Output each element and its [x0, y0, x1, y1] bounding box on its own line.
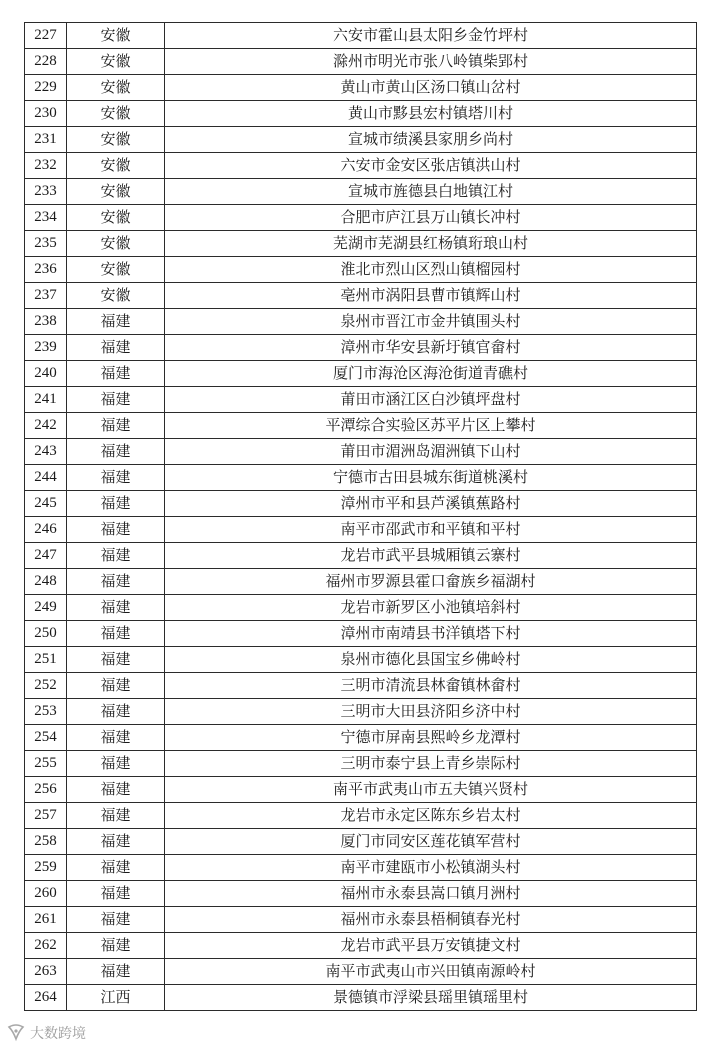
row-number-cell: 262: [25, 933, 67, 959]
row-number-cell: 253: [25, 699, 67, 725]
table-row: [25, 751, 697, 777]
village-name-cell: 龙岩市永定区陈东乡岩太村: [165, 803, 697, 829]
province-cell: 安徽: [67, 179, 165, 205]
province-cell: 福建: [67, 335, 165, 361]
row-number-cell: 263: [25, 959, 67, 985]
brand-logo-icon: [6, 1024, 26, 1042]
table-row: [25, 309, 697, 335]
table-row: [25, 777, 697, 803]
table-row: [25, 361, 697, 387]
province-cell: 福建: [67, 777, 165, 803]
village-name-cell: 三明市清流县林畲镇林畲村: [165, 673, 697, 699]
table-row: [25, 75, 697, 101]
province-cell: 福建: [67, 933, 165, 959]
row-number-cell: 234: [25, 205, 67, 231]
province-cell: 福建: [67, 725, 165, 751]
village-name-cell: 黄山市黄山区汤口镇山岔村: [165, 75, 697, 101]
village-name-cell: 亳州市涡阳县曹市镇辉山村: [165, 283, 697, 309]
village-name-cell: 福州市永泰县梧桐镇春光村: [165, 907, 697, 933]
table-row: [25, 803, 697, 829]
village-name-cell: 莆田市涵江区白沙镇坪盘村: [165, 387, 697, 413]
village-name-cell: 宣城市旌德县白地镇江村: [165, 179, 697, 205]
village-name-cell: 莆田市湄洲岛湄洲镇下山村: [165, 439, 697, 465]
row-number-cell: 243: [25, 439, 67, 465]
row-number-cell: 259: [25, 855, 67, 881]
village-name-cell: 宁德市屏南县熙岭乡龙潭村: [165, 725, 697, 751]
row-number-cell: 241: [25, 387, 67, 413]
village-name-cell: 三明市大田县济阳乡济中村: [165, 699, 697, 725]
province-cell: 福建: [67, 361, 165, 387]
row-number-cell: 255: [25, 751, 67, 777]
row-number-cell: 261: [25, 907, 67, 933]
table-row: [25, 23, 697, 49]
province-cell: 福建: [67, 621, 165, 647]
table-row: [25, 439, 697, 465]
province-cell: 安徽: [67, 205, 165, 231]
table-row: [25, 647, 697, 673]
row-number-cell: 256: [25, 777, 67, 803]
province-cell: 福建: [67, 803, 165, 829]
watermark: [6, 1021, 86, 1045]
table-row: [25, 335, 697, 361]
row-number-cell: 245: [25, 491, 67, 517]
village-name-cell: 南平市建瓯市小松镇湖头村: [165, 855, 697, 881]
village-name-cell: 龙岩市武平县万安镇捷文村: [165, 933, 697, 959]
village-name-cell: 福州市永泰县嵩口镇月洲村: [165, 881, 697, 907]
row-number-cell: 232: [25, 153, 67, 179]
province-cell: 福建: [67, 439, 165, 465]
village-name-cell: 漳州市南靖县书洋镇塔下村: [165, 621, 697, 647]
table-row: [25, 101, 697, 127]
row-number-cell: 257: [25, 803, 67, 829]
village-name-cell: 平潭综合实验区苏平片区上攀村: [165, 413, 697, 439]
row-number-cell: 264: [25, 985, 67, 1011]
row-number-cell: 235: [25, 231, 67, 257]
row-number-cell: 254: [25, 725, 67, 751]
table-row: [25, 491, 697, 517]
province-cell: 安徽: [67, 23, 165, 49]
row-number-cell: 242: [25, 413, 67, 439]
village-name-cell: 景德镇市浮梁县瑶里镇瑶里村: [165, 985, 697, 1011]
village-name-cell: 淮北市烈山区烈山镇榴园村: [165, 257, 697, 283]
table-row: [25, 933, 697, 959]
table-row: [25, 699, 697, 725]
row-number-cell: 248: [25, 569, 67, 595]
village-name-cell: 厦门市海沧区海沧街道青礁村: [165, 361, 697, 387]
village-name-cell: 南平市武夷山市五夫镇兴贤村: [165, 777, 697, 803]
village-name-cell: 泉州市晋江市金井镇围头村: [165, 309, 697, 335]
village-name-cell: 六安市金安区张店镇洪山村: [165, 153, 697, 179]
village-name-cell: 龙岩市武平县城厢镇云寨村: [165, 543, 697, 569]
province-cell: 安徽: [67, 127, 165, 153]
village-name-cell: 龙岩市新罗区小池镇培斜村: [165, 595, 697, 621]
province-cell: 福建: [67, 413, 165, 439]
table-row: [25, 881, 697, 907]
row-number-cell: 236: [25, 257, 67, 283]
province-cell: 福建: [67, 881, 165, 907]
province-cell: 安徽: [67, 49, 165, 75]
table-row: [25, 257, 697, 283]
village-table-body: [25, 23, 697, 1011]
table-row: [25, 179, 697, 205]
table-row: [25, 595, 697, 621]
table-row: [25, 621, 697, 647]
province-cell: 安徽: [67, 257, 165, 283]
table-row: [25, 543, 697, 569]
village-name-cell: 三明市泰宁县上青乡崇际村: [165, 751, 697, 777]
table-row: [25, 387, 697, 413]
village-name-cell: 宣城市绩溪县家朋乡尚村: [165, 127, 697, 153]
row-number-cell: 249: [25, 595, 67, 621]
province-cell: 安徽: [67, 283, 165, 309]
village-name-cell: 芜湖市芜湖县红杨镇珩琅山村: [165, 231, 697, 257]
province-cell: 福建: [67, 907, 165, 933]
province-cell: 安徽: [67, 75, 165, 101]
row-number-cell: 228: [25, 49, 67, 75]
province-cell: 福建: [67, 829, 165, 855]
row-number-cell: 247: [25, 543, 67, 569]
village-name-cell: 滁州市明光市张八岭镇柴郢村: [165, 49, 697, 75]
province-cell: 福建: [67, 647, 165, 673]
table-row: [25, 855, 697, 881]
province-cell: 福建: [67, 543, 165, 569]
row-number-cell: 246: [25, 517, 67, 543]
table-row: [25, 127, 697, 153]
table-row: [25, 283, 697, 309]
table-row: [25, 673, 697, 699]
row-number-cell: 231: [25, 127, 67, 153]
province-cell: 安徽: [67, 153, 165, 179]
village-name-cell: 南平市武夷山市兴田镇南源岭村: [165, 959, 697, 985]
province-cell: 福建: [67, 673, 165, 699]
row-number-cell: 233: [25, 179, 67, 205]
province-cell: 福建: [67, 387, 165, 413]
row-number-cell: 260: [25, 881, 67, 907]
village-name-cell: 漳州市平和县芦溪镇蕉路村: [165, 491, 697, 517]
table-row: [25, 985, 697, 1011]
row-number-cell: 230: [25, 101, 67, 127]
row-number-cell: 229: [25, 75, 67, 101]
row-number-cell: 240: [25, 361, 67, 387]
table-row: [25, 725, 697, 751]
province-cell: 福建: [67, 959, 165, 985]
province-cell: 福建: [67, 517, 165, 543]
village-name-cell: 厦门市同安区莲花镇军营村: [165, 829, 697, 855]
row-number-cell: 227: [25, 23, 67, 49]
village-list-sheet: [24, 22, 696, 1011]
row-number-cell: 251: [25, 647, 67, 673]
table-row: [25, 465, 697, 491]
province-cell: 福建: [67, 595, 165, 621]
province-cell: 福建: [67, 855, 165, 881]
table-row: [25, 153, 697, 179]
village-name-cell: 南平市邵武市和平镇和平村: [165, 517, 697, 543]
row-number-cell: 239: [25, 335, 67, 361]
row-number-cell: 258: [25, 829, 67, 855]
table-row: [25, 569, 697, 595]
table-row: [25, 959, 697, 985]
village-name-cell: 宁德市古田县城东街道桃溪村: [165, 465, 697, 491]
table-row: [25, 829, 697, 855]
table-row: [25, 231, 697, 257]
village-name-cell: 合肥市庐江县万山镇长冲村: [165, 205, 697, 231]
row-number-cell: 252: [25, 673, 67, 699]
table-row: [25, 907, 697, 933]
table-row: [25, 49, 697, 75]
province-cell: 福建: [67, 465, 165, 491]
province-cell: 安徽: [67, 231, 165, 257]
province-cell: 福建: [67, 491, 165, 517]
village-name-cell: 六安市霍山县太阳乡金竹坪村: [165, 23, 697, 49]
province-cell: 福建: [67, 699, 165, 725]
village-table: [24, 22, 697, 1011]
province-cell: 福建: [67, 309, 165, 335]
province-cell: 福建: [67, 751, 165, 777]
province-cell: 福建: [67, 569, 165, 595]
province-cell: 安徽: [67, 101, 165, 127]
village-name-cell: 福州市罗源县霍口畲族乡福湖村: [165, 569, 697, 595]
village-name-cell: 泉州市德化县国宝乡佛岭村: [165, 647, 697, 673]
table-row: [25, 413, 697, 439]
village-name-cell: 漳州市华安县新圩镇官畲村: [165, 335, 697, 361]
village-name-cell: 黄山市黟县宏村镇塔川村: [165, 101, 697, 127]
row-number-cell: 237: [25, 283, 67, 309]
table-row: [25, 517, 697, 543]
table-row: [25, 205, 697, 231]
row-number-cell: 244: [25, 465, 67, 491]
province-cell: 江西: [67, 985, 165, 1011]
row-number-cell: 238: [25, 309, 67, 335]
watermark-text: 大数跨境: [30, 1026, 86, 1042]
row-number-cell: 250: [25, 621, 67, 647]
